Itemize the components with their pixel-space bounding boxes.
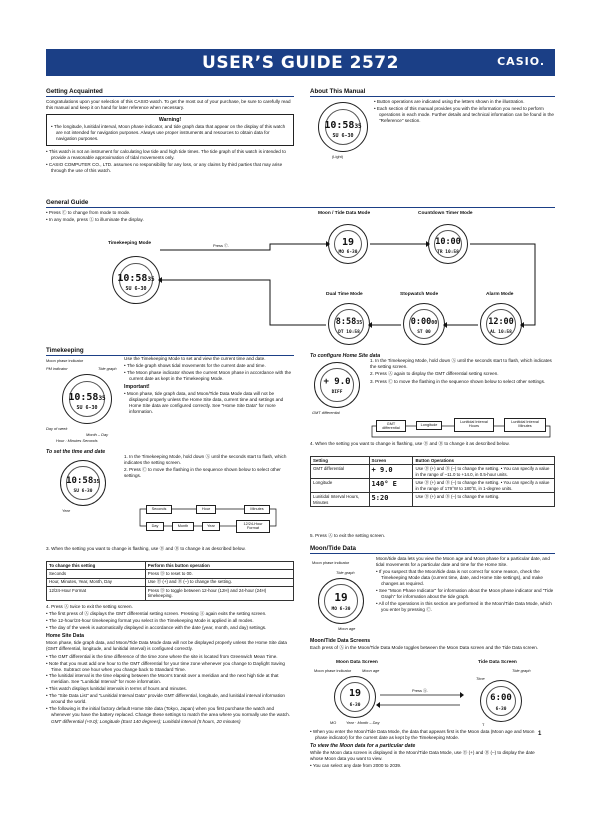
timekeeping-item: • The tide graph shows tidal movements for the current date and time. bbox=[124, 363, 294, 369]
year-label: Year bbox=[62, 508, 71, 513]
table-cell: GMT differential bbox=[311, 465, 370, 479]
table-header: Perform this button operation bbox=[145, 562, 293, 570]
mode-label-countdown: Countdown Timer Mode bbox=[418, 211, 473, 216]
watch-gmt: + 9.0 bbox=[323, 377, 351, 387]
warning-box bbox=[46, 114, 294, 146]
table-cell: Use Ⓓ (+) and Ⓑ (–) to change the setting. • You can specify a value in the range of 179°W to 180°E, in 1-degree units. bbox=[413, 479, 555, 493]
view-moon-data-heading: To view the Moon data for a particular date bbox=[310, 742, 416, 749]
table-row bbox=[47, 578, 294, 586]
set-step-3: 3. When the setting you want to change is flashing, use Ⓓ and Ⓑ to change it as described below. bbox=[46, 546, 246, 551]
flow-lunitidal-minutes: Lunitidal Interval Minutes bbox=[504, 418, 546, 432]
configure-watch bbox=[314, 362, 360, 408]
watch-date: SU 6-30 bbox=[125, 286, 147, 292]
view-moon-data-text: While the Moon data screen is displayed in the Moon/Tide Data Mode, use Ⓓ (+) and Ⓑ (–) to display the date whose Moon data you want to view. bbox=[310, 749, 535, 761]
light-button-label: (Light) bbox=[332, 154, 344, 159]
warning-item: • This watch is not an instrument for calculating low tide and high tide times. The tide graph of this watch is intended to provide a reasonable approximation of tidal movements only. bbox=[46, 149, 294, 161]
flow-day: Day bbox=[146, 522, 164, 531]
table-cell: 5:20 bbox=[369, 493, 413, 507]
moon-tide-screens-heading: Moon/Tide Data Screens bbox=[310, 638, 371, 644]
table-cell: Use Ⓓ (+) and Ⓑ (–) to change the setting. bbox=[413, 493, 555, 507]
moon-tide-diagram-watch bbox=[318, 578, 364, 624]
guide-item: • In any mode, press Ⓛ to illuminate the display. bbox=[46, 217, 286, 223]
moon-tide-item: • If you suspect that the Moon/tide data is not correct for some reason, check the Timekeeping Mode data (current time, date, and Home Site settings), and make changes as required. bbox=[376, 569, 555, 587]
press-a-label: Press Ⓐ. bbox=[412, 688, 428, 693]
time-settings-table bbox=[46, 561, 294, 601]
configure-heading: To configure Home Site data bbox=[310, 353, 381, 359]
flow-gmt-differential: GMT differential bbox=[376, 420, 406, 432]
view-moon-data-item: • You can select any date from 2000 to 2039. bbox=[310, 763, 535, 769]
home-item: • The "Site Data List" and "Lunitidal Interval Data" provide GMT differential, longitude, and lunitidal interval information around the world. bbox=[46, 693, 294, 705]
moon-screen-date-caption: Year · Month – Day bbox=[346, 720, 380, 725]
warning-item: • The longitude, lunitidal interval, Moon phase indicator, and tide graph data that appear on the display of this watch are not intended for navigation purposes. Always use proper instruments and resources to obtain data for navigation purposes. bbox=[51, 124, 289, 142]
general-guide-body bbox=[46, 210, 286, 224]
table-cell: Press Ⓓ to toggle between 12-hour (12H) and 24-hour (24H) timekeeping. bbox=[145, 586, 293, 600]
pm-indicator-label: PM indicator bbox=[46, 366, 68, 371]
moon-data-screen-label: Moon Data Screen bbox=[336, 660, 378, 665]
tide-graph-label: Tide graph bbox=[98, 366, 117, 371]
configure-step: 1. In the Timekeeping Mode, hold down Ⓐ until the seconds start to flash, which indicates the setting screen. bbox=[370, 358, 552, 369]
table-header: Button Operations bbox=[413, 457, 555, 465]
tide-data-screen-label: Tide Data Screen bbox=[478, 660, 517, 665]
watch-date: SU 6-30 bbox=[73, 489, 93, 494]
flow-month: Month bbox=[172, 522, 194, 531]
intro-text: Congratulations upon your selection of this CASIO watch. To get the most out of your purchase, be sure to carefully read this manual and keep it on hand for later reference when necessary. bbox=[46, 99, 291, 110]
home-site-heading: Home Site Data bbox=[46, 633, 85, 640]
table-cell: 140° E bbox=[369, 479, 413, 493]
tide-screen-time-caption: Time bbox=[476, 676, 485, 681]
mode-label-timekeeping: Timekeeping Mode bbox=[108, 241, 152, 246]
tide-data-watch bbox=[480, 680, 522, 722]
moon-tide-intro bbox=[376, 556, 555, 614]
tide-screen-mode-indicator: T bbox=[482, 722, 485, 727]
table-cell: Lunitidal Interval Hours, Minutes bbox=[311, 493, 370, 507]
home-site-table-wrap bbox=[310, 456, 555, 507]
countdown-watch bbox=[428, 224, 468, 264]
watch-date: AL 10:58 bbox=[490, 330, 512, 335]
table-cell: Longitude bbox=[311, 479, 370, 493]
hour-minutes-seconds-label: Hour : Minutes Seconds bbox=[56, 438, 98, 443]
flow-hour: Hour bbox=[196, 505, 216, 514]
watch-date: MO 6-30 bbox=[338, 250, 358, 255]
timekeeping-intro bbox=[124, 356, 294, 416]
moon-tide-watch bbox=[328, 224, 368, 264]
home-item: • The following is the initial factory default Home Site data (Tokyo, Japan) when you first purchase the watch and whenever you have the battery replaced. Change these settings to match the area where you normally use the watch. bbox=[46, 706, 294, 718]
table-cell: 12/24-Hour Format bbox=[47, 586, 146, 600]
table-row bbox=[311, 493, 555, 507]
set-time-heading: To set the time and date bbox=[46, 449, 106, 455]
watch-timer: 10:00 bbox=[435, 237, 461, 247]
about-item: • Button operations are indicated using the letters shown in the illustration. bbox=[374, 99, 555, 105]
configure-step: 3. Press Ⓒ to move the flashing in the sequence shown below to select other settings. bbox=[370, 378, 546, 384]
flow-12-24-format: 12/24-Hour Format bbox=[236, 520, 270, 533]
after-item: • The 12-hour/24-hour timekeeping format you select in the Timekeeping Mode is applied in all modes. bbox=[46, 618, 294, 624]
timekeeping-after bbox=[46, 604, 294, 727]
home-item: • The GMT differential is the time difference of the time zone where the site is located from Greenwich Mean Time. bbox=[46, 654, 294, 660]
table-row bbox=[47, 570, 294, 578]
alarm-watch bbox=[480, 303, 522, 345]
moon-age-label: Moon age bbox=[338, 626, 356, 631]
home-item: • Note that you must add one hour to the GMT differential for your time zone whenever you change to Daylight Saving Time. Subtract one hour when you change back to Standard Time. bbox=[46, 661, 294, 673]
moon-tide-after bbox=[310, 729, 535, 770]
watch-moon-age: 19 bbox=[334, 591, 348, 604]
watch-date: MO 6-30 bbox=[331, 607, 351, 612]
table-row bbox=[311, 479, 555, 493]
watch-time: 10:5835 bbox=[66, 476, 100, 486]
watch-moon-age: 19 bbox=[341, 237, 355, 248]
guide-item: • Press Ⓒ to change from mode to mode. bbox=[46, 210, 286, 216]
press-c-label: Press Ⓒ. bbox=[213, 243, 229, 248]
moon-tide-item: • All of the operations in this section are performed in the Moon/Tide Data Mode, which you enter by pressing Ⓒ. bbox=[376, 601, 555, 613]
table-header: Setting bbox=[311, 457, 370, 465]
mode-label-stopwatch: Stopwatch Mode bbox=[400, 292, 439, 297]
moon-phase-indicator-label: Moon phase indicator bbox=[46, 358, 84, 363]
moon-data-watch bbox=[334, 676, 376, 718]
timekeeping-item: • The Moon phase indicator shows the current Moon phase in accordance with the current date as kept in the Timekeeping Mode. bbox=[124, 370, 294, 382]
page-number: 1 bbox=[538, 731, 542, 737]
watch-moon-age: 19 bbox=[348, 688, 362, 699]
table-cell: + 9.0 bbox=[369, 465, 413, 479]
watch-date: SU 6-30 bbox=[76, 405, 98, 411]
header-banner bbox=[46, 49, 555, 76]
important-heading: Important! bbox=[124, 384, 150, 391]
warning-item: • CASIO COMPUTER CO., LTD. assumes no responsibility for any loss, or any claims by third parties that may arise through the use of this watch. bbox=[46, 162, 294, 174]
about-watch-illustration bbox=[318, 102, 368, 152]
flow-lunitidal-hours: Lunitidal Interval Hours bbox=[454, 418, 494, 432]
tide-screen-graph-label: Tide graph bbox=[512, 668, 531, 673]
table-cell: Seconds bbox=[47, 570, 146, 578]
home-site-table bbox=[310, 456, 555, 507]
guide-title: USER’S GUIDE 2572 bbox=[202, 53, 399, 73]
flow-seconds: Seconds bbox=[146, 505, 172, 514]
table-row bbox=[311, 465, 555, 479]
moon-screen-phase-label: Moon phase indicator bbox=[314, 668, 352, 673]
set-time-steps bbox=[124, 454, 294, 481]
stopwatch-watch bbox=[403, 303, 445, 345]
watch-diff: DIFF bbox=[331, 390, 343, 395]
mode-label-moon-tide: Moon / Tide Data Mode bbox=[318, 211, 371, 216]
home-item: • The lunitidal interval is the time elapsing between the Moon's transit over a meridian and the next high tide at that meridian. See "Lunitidal Interval" for more information. bbox=[46, 673, 294, 685]
moon-tide-after-item: • When you enter the Moon/Tide Data Mode, the data that appears first is the Moon data (Moon age and Moon phase indicator) for the current date as kept by the Timekeeping Mode. bbox=[310, 729, 535, 741]
tide-graph-label: Tide graph bbox=[336, 570, 355, 575]
casio-logo: CASIO. bbox=[497, 55, 545, 68]
configure-steps bbox=[370, 358, 555, 386]
section-heading-moon-tide: Moon/Tide Data bbox=[310, 545, 555, 554]
watch-date: 6-30 bbox=[349, 703, 361, 708]
timekeeping-diagram-watch bbox=[62, 374, 112, 424]
watch-tide-time: 6:00 bbox=[490, 693, 512, 703]
month-day-label: Month – Day bbox=[86, 432, 109, 437]
set-time-watch bbox=[60, 460, 106, 506]
table-cell: Press Ⓓ to reset to 00. bbox=[145, 570, 293, 578]
section-heading-general-guide: General Guide bbox=[46, 199, 555, 208]
important-item: • Moon phase, tide graph data, and Moon/Tide Data Mode data will not be displayed properly unless the Home Site data, current time and settings and Home Site data are configured correctly. See "Home Site Data" for more information. bbox=[124, 391, 294, 415]
about-body bbox=[374, 99, 555, 125]
table-cell: Use Ⓓ (+) and Ⓑ (–) to change the setting. bbox=[145, 578, 293, 586]
table-header: Screen bbox=[369, 457, 413, 465]
watch-alarm: 12:00 bbox=[488, 317, 514, 327]
after-item: • The first press of Ⓐ displays the GMT differential setting screen. Pressing Ⓐ again exits the setting screen. bbox=[46, 611, 294, 617]
mode-label-alarm: Alarm Mode bbox=[486, 292, 514, 297]
flow-year: Year bbox=[202, 522, 220, 531]
watch-date: 6-30 bbox=[495, 707, 507, 712]
home-default-values: GMT differential (+9.0); Longitude (East 140 degrees); Lunitidal interval (5 hours, 20 minutes) bbox=[51, 719, 241, 725]
moon-screen-mode-indicator: MO bbox=[330, 720, 337, 725]
watch-date: DT 10:58 bbox=[338, 330, 360, 335]
time-settings-table-wrap bbox=[46, 561, 294, 601]
watch-time: 10:5835 bbox=[117, 273, 155, 284]
section-heading-getting-acquainted: Getting Acquainted bbox=[46, 88, 294, 97]
after-item: • The day of the week is automatically displayed in accordance with the date (year, month, and day) settings. bbox=[46, 625, 294, 631]
home-site-intro: Moon phase, tide graph data, and Moon/Tide Data Mode data will not be displayed properly unless the Home Site data (GMT differential, longitude, and lunitidal interval) is configured correctly. bbox=[46, 640, 287, 652]
table-header: To change this setting bbox=[47, 562, 146, 570]
configure-step-4: 4. When the setting you want to change is flashing, use Ⓓ and Ⓑ to change it as described below. bbox=[310, 441, 510, 446]
watch-time: 10:5835 bbox=[324, 120, 362, 131]
moon-screen-age-label: Moon age bbox=[362, 668, 380, 673]
configure-step: 2. Press Ⓐ again to display the GMT differential setting screen. bbox=[370, 371, 499, 377]
set-step-4: 4. Press Ⓐ twice to exit the setting screen. bbox=[46, 604, 133, 609]
flow-longitude: Longitude bbox=[416, 421, 442, 430]
timekeeping-watch bbox=[112, 256, 160, 304]
section-heading-timekeeping: Timekeeping bbox=[46, 347, 294, 356]
gmt-differential-label: GMT differential bbox=[312, 410, 340, 415]
timekeeping-intro-text: Use the Timekeeping Mode to set and view the current time and date. bbox=[124, 356, 266, 361]
mode-label-dual-time: Dual Time Mode bbox=[326, 292, 363, 297]
watch-elapsed: 0:0000 bbox=[410, 317, 438, 327]
set-step: 2. Press Ⓒ to move the flashing in the sequence shown below to select other settings. bbox=[124, 467, 281, 479]
moon-phase-indicator-label: Moon phase indicator bbox=[312, 560, 350, 565]
watch-time: 10:5835 bbox=[68, 392, 106, 403]
section-heading-about: About This Manual bbox=[310, 88, 555, 97]
table-row bbox=[47, 586, 294, 600]
about-item: • Each section of this manual provides you with the information you need to perform operations in each mode. Further details and technical information can be found in the "Reference" section. bbox=[374, 106, 555, 124]
moon-tide-item: • See "Moon Phase Indicator" for information about the Moon phase indicator and "Tide Graph" for information about the tide graph. bbox=[376, 588, 555, 600]
configure-step-5: 5. Press Ⓐ to exit the setting screen. bbox=[310, 533, 386, 538]
moon-tide-screens bbox=[310, 636, 555, 652]
watch-time: 8:5835 bbox=[335, 317, 363, 327]
home-item: • This watch displays lunitidal intervals in terms of hours and minutes. bbox=[46, 686, 294, 692]
watch-date: ST 00 bbox=[417, 330, 431, 335]
table-cell: Hour, Minutes, Year, Month, Day bbox=[47, 578, 146, 586]
warning-title: Warning! bbox=[158, 116, 182, 123]
watch-date: SU 6-30 bbox=[332, 133, 354, 139]
flow-minutes: Minutes bbox=[244, 505, 270, 514]
watch-time: TR 10:58 bbox=[437, 250, 459, 255]
table-cell: Use Ⓓ (+) and Ⓑ (–) to change the setting. • You can specify a value in the range of –11.0 to +14.0, in 0.5-hour units. bbox=[413, 465, 555, 479]
moon-tide-screens-text: Each press of Ⓐ in the Moon/Tide Data Mode toggles between the Moon Data screen and the Tide Data screen. bbox=[310, 644, 539, 650]
getting-acquainted-body bbox=[46, 99, 294, 174]
set-step: 1. In the Timekeeping Mode, hold down Ⓐ until the seconds start to flash, which indicates the setting screen. bbox=[124, 454, 287, 465]
day-of-week-label: Day of week bbox=[46, 426, 68, 431]
dual-time-watch bbox=[328, 303, 370, 345]
moon-tide-intro-text: Moon/tide data lets you view the Moon age and Moon phase for a particular date, and tidal movements for a particular date and time for the Home Site. bbox=[376, 556, 550, 567]
